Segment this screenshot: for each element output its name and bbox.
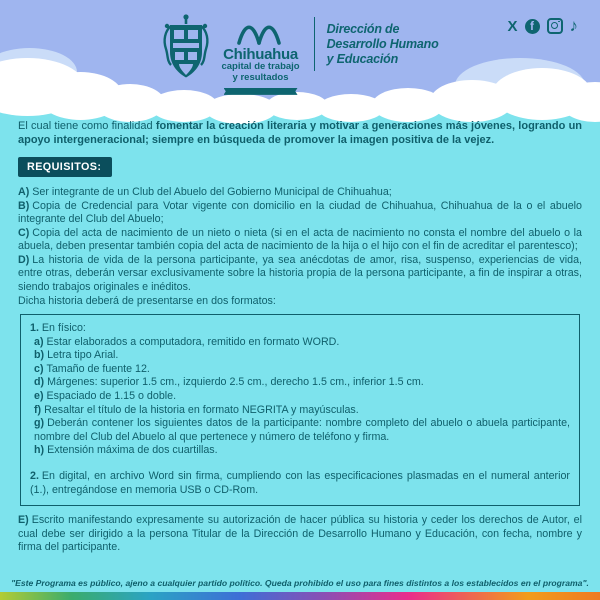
requisitos-badge: REQUISITOS: bbox=[18, 157, 112, 177]
format-1-item-h: h) Extensión máxima de dos cuartillas. bbox=[34, 444, 218, 457]
brand-logo bbox=[221, 19, 299, 95]
intro-bold: fomentar la creación literaria y motivar a generaciones más jóvenes, logrando un apoyo intergeneracional; siempre en búsqueda de promover la imagen positiva de la vejez. bbox=[18, 120, 583, 146]
requirement-b: B) Copia de Credencial para Votar vigente con domicilio en la ciudad de Chihuahua, Chihuahua de la o el abuelo integrante del Club del Abuelo; bbox=[18, 199, 582, 226]
social-icons bbox=[507, 18, 578, 34]
main-content bbox=[0, 102, 600, 600]
direction-title bbox=[327, 22, 439, 66]
instagram-icon[interactable] bbox=[547, 18, 563, 34]
rainbow-bar bbox=[0, 592, 600, 600]
requirement-c: C) Copia del acta de nacimiento de un nieto o nieta (si en el acta de nacimiento no consta el nombre del abuelo o la abuela, deben presentar también copia del acta de nacimiento de la hija o el hijo con el fin de acreditar el parentesco); bbox=[18, 226, 582, 253]
format-1-item-b: b) Letra tipo Arial. bbox=[34, 349, 119, 362]
ribbon-banner bbox=[224, 88, 298, 95]
header-divider bbox=[314, 17, 315, 71]
direction-line-2: Desarrollo Humano bbox=[326, 36, 439, 51]
format-1-item-c: c) Tamaño de fuente 12. bbox=[34, 362, 150, 375]
brand-mm-mark bbox=[232, 19, 290, 45]
facebook-icon[interactable]: f bbox=[525, 19, 540, 34]
intro-paragraph bbox=[18, 120, 582, 148]
brand-tagline-2: y resultados bbox=[232, 71, 289, 83]
format-1-item-f: f) Resaltar el título de la historia en formato NEGRITA y mayúsculas. bbox=[34, 403, 359, 416]
format-1-item-a: a) Estar elaborados a computadora, remitido en formato WORD. bbox=[34, 335, 340, 348]
format-2: 2. En digital, en archivo Word sin firma, cumpliendo con las especificaciones plasmadas en el numeral anterior (1.), entregándose en memoria USB o CD-Rom. bbox=[30, 469, 570, 496]
formats-box bbox=[20, 314, 580, 506]
requirement-e: E) Escrito manifestando expresamente su autorización de hacer pública su historia y ceder los derechos de Autor, el cual debe ser dirigido a la persona Titular de la Dirección de Desarrollo Humano y Educación, con fecha, nombre y firma del participante. bbox=[18, 514, 582, 554]
format-1-title: 1. En físico: bbox=[30, 322, 86, 335]
program-disclaimer: "Este Programa es público, ajeno a cualquier partido político. Queda prohibido el uso para fines distintos a los establecidos en el programa". bbox=[11, 578, 589, 588]
format-1-item-e: e) Espaciado de 1.15 o doble. bbox=[34, 390, 177, 403]
format-1-item-d: d) Márgenes: superior 1.5 cm., izquierdo 2.5 cm., derecho 1.5 cm., inferior 1.5 cm. bbox=[34, 376, 424, 389]
x-icon[interactable]: X bbox=[507, 17, 518, 35]
brand-tagline-1: capital de trabajo bbox=[221, 61, 300, 72]
format-1-item-g: g) Deberán contener los siguientes datos de la participante: nombre completo del abuelo o abuela participante, nombre del Club del Abuelo al que pertenece y número de teléfono y firma. bbox=[34, 417, 570, 443]
intro-regular: El cual tiene como finalidad bbox=[18, 120, 156, 132]
direction-line-3: y Educación bbox=[326, 51, 399, 66]
requirement-d: D) La historia de vida de la persona participante, ya sea anécdotas de amor, risa, suspenso, experiencias de vida, entre otras, deberán versar exclusivamente sobre la historia propia de la persona participante, a fin de inspirar a otras, siendo trabajos originales e inéditos. bbox=[18, 253, 582, 293]
tiktok-icon[interactable]: ♪ bbox=[569, 16, 578, 36]
direction-line-1: Dirección de bbox=[326, 22, 400, 36]
brand-name: Chihuahua bbox=[223, 46, 298, 63]
chihuahua-coat-of-arms bbox=[161, 13, 211, 85]
requirement-a: A) Ser integrante de un Club del Abuelo del Gobierno Municipal de Chihuahua; bbox=[18, 185, 392, 198]
formats-intro: Dicha historia deberá de presentarse en dos formatos: bbox=[18, 294, 276, 307]
